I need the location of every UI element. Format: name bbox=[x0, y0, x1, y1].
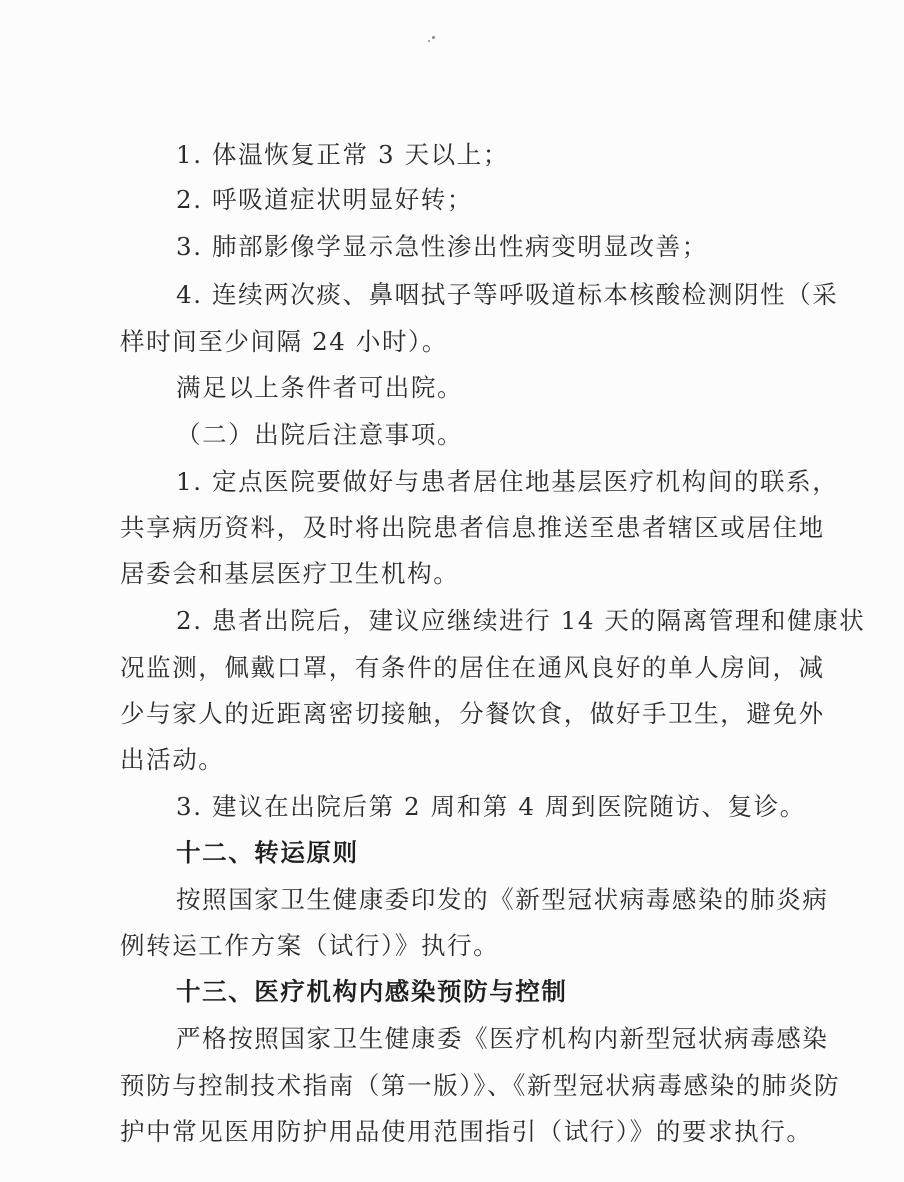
section-heading: 十三、医疗机构内感染预防与控制 bbox=[176, 977, 568, 1006]
section-heading: 十二、转运原则 bbox=[176, 838, 359, 867]
text-line: 居委会和基层医疗卫生机构。 bbox=[120, 559, 460, 588]
text-line: 例转运工作方案（试行）》执行。 bbox=[120, 931, 500, 960]
text-line: 2. 呼吸道症状明显好转； bbox=[176, 185, 473, 214]
text-line: 共享病历资料，及时将出院患者信息推送至患者辖区或居住地 bbox=[120, 513, 825, 542]
text-line: 2. 患者出院后，建议应继续进行 14 天的隔离管理和健康状 bbox=[176, 606, 866, 635]
text-line: 预防与控制技术指南（第一版）》、《新型冠状病毒感染的肺炎防 bbox=[120, 1071, 841, 1100]
text-line: 况监测，佩戴口罩，有条件的居住在通风良好的单人房间，减 bbox=[120, 653, 825, 682]
text-line: 1. 体温恢复正常 3 天以上； bbox=[176, 140, 509, 169]
text-line: 严格按照国家卫生健康委《医疗机构内新型冠状病毒感染 bbox=[176, 1024, 829, 1053]
text-line: 样时间至少间隔 24 小时）。 bbox=[120, 327, 448, 356]
scan-speck bbox=[432, 36, 435, 39]
section-subtitle: （二）出院后注意事项。 bbox=[176, 420, 464, 449]
text-line: 护中常见医用防护用品使用范围指引（试行）》的要求执行。 bbox=[120, 1117, 813, 1146]
text-line: 3. 建议在出院后第 2 周和第 4 周到医院随访、复诊。 bbox=[176, 792, 806, 821]
text-line: 4. 连续两次痰、鼻咽拭子等呼吸道标本核酸检测阴性（采 bbox=[176, 280, 839, 309]
text-line: 出活动。 bbox=[120, 745, 225, 774]
text-line: 按照国家卫生健康委印发的《新型冠状病毒感染的肺炎病 bbox=[176, 885, 829, 914]
scan-speck bbox=[428, 40, 430, 42]
text-line: 满足以上条件者可出院。 bbox=[176, 373, 464, 402]
text-line: 3. 肺部影像学显示急性渗出性病变明显改善； bbox=[176, 232, 708, 261]
text-line: 1. 定点医院要做好与患者居住地基层医疗机构间的联系， bbox=[176, 467, 839, 496]
text-line: 少与家人的近距离密切接触，分餐饮食，做好手卫生，避免外 bbox=[120, 699, 825, 728]
